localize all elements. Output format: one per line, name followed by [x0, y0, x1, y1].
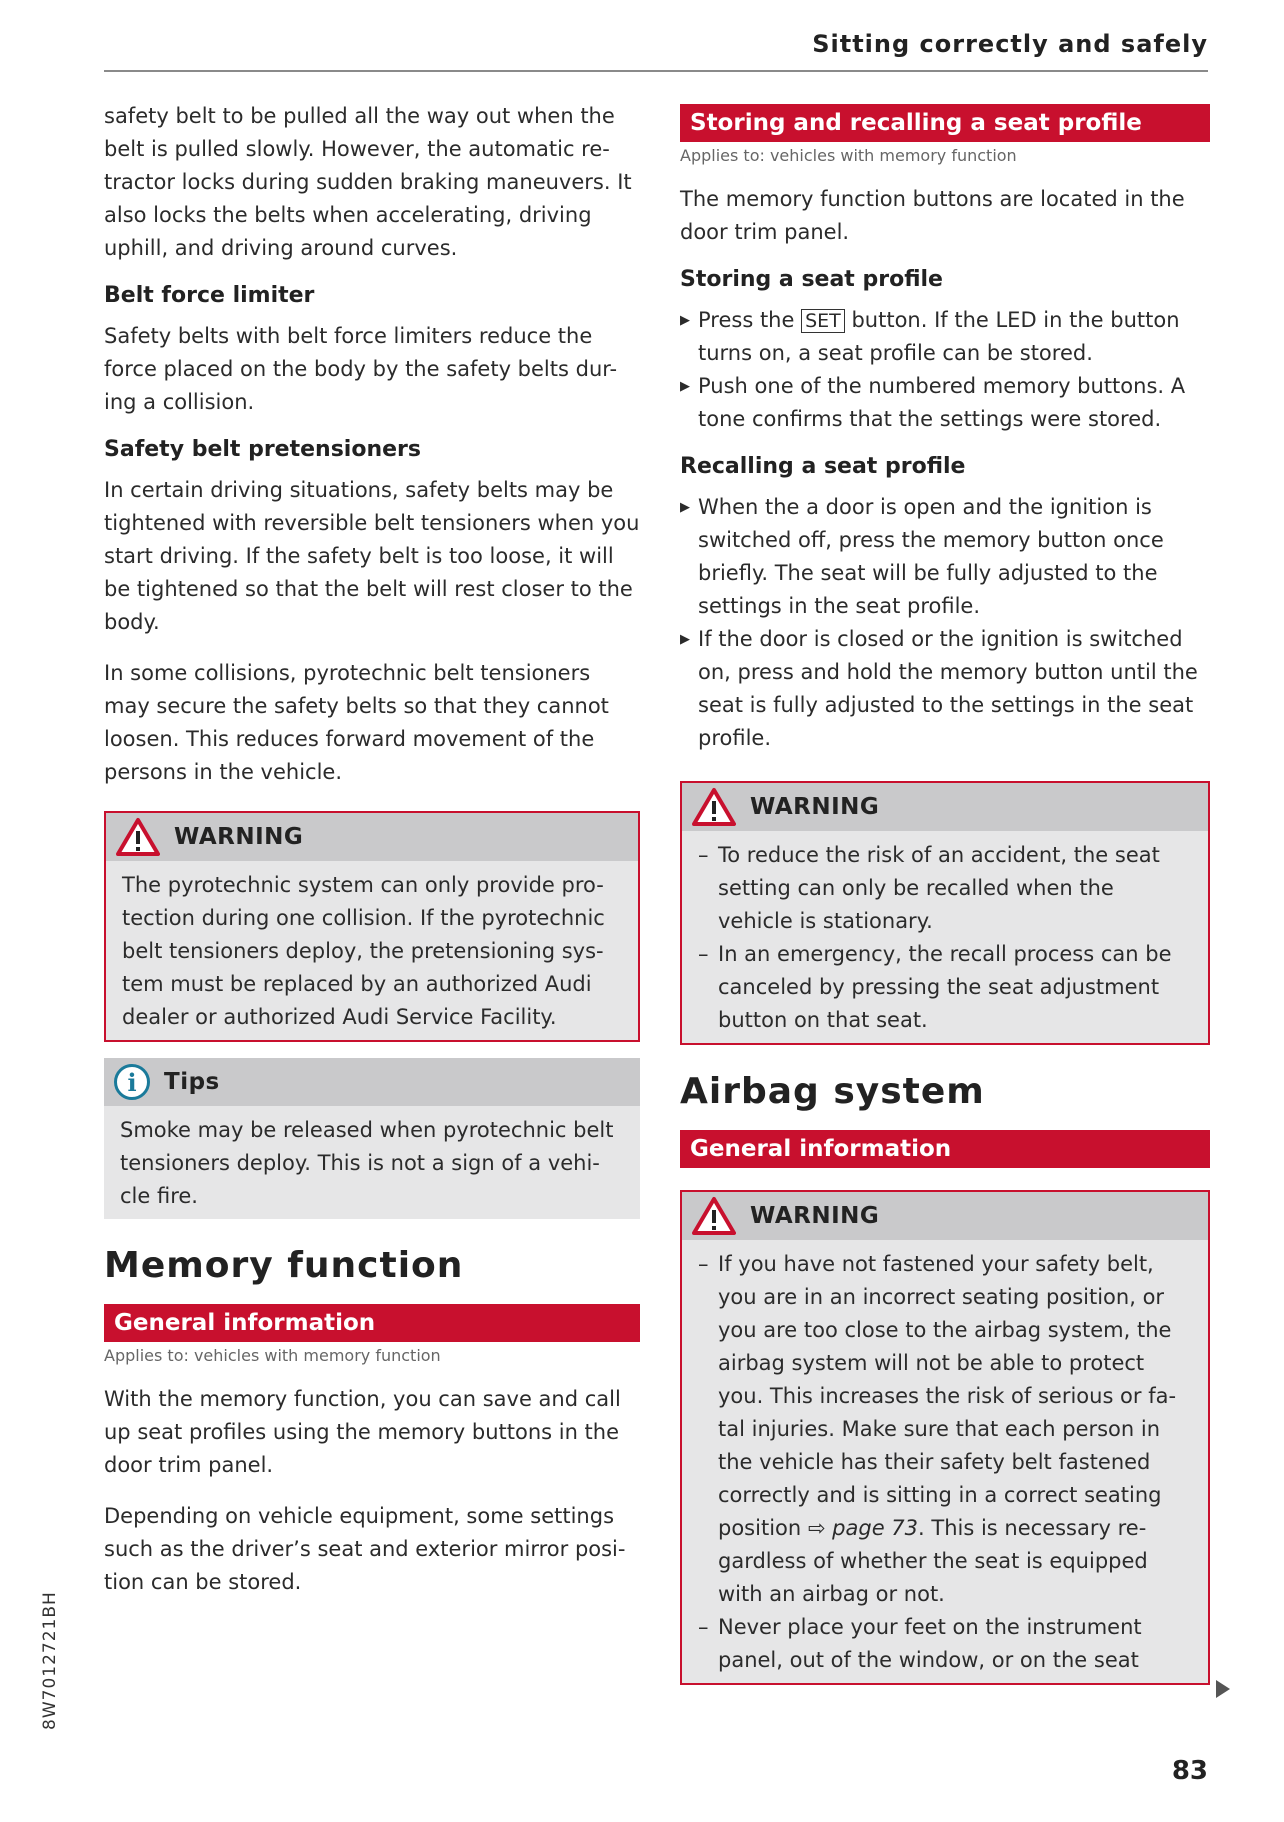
- info-icon: i: [114, 1064, 150, 1100]
- document-code: 8W7012721BH: [40, 1591, 60, 1730]
- page-reference-arrow-icon: ⇨: [807, 1516, 826, 1540]
- list-item: ▶ Press the SET button. If the LED in the button turns on, a seat profile can be stored.: [680, 304, 1210, 370]
- memory-general-info-bar: General information: [104, 1304, 640, 1342]
- storing-heading: Storing a seat profile: [680, 267, 943, 292]
- list-item: ▶ If the door is closed or the ignition is switched on, press and hold the memory button until the seat is fully adjusted to the settings in the seat profile.: [680, 623, 1210, 755]
- set-key-symbol: SET: [801, 309, 845, 333]
- warning-text: The pyrotechnic system can only provide pro-tection during one collision. If the pyrotechnic belt tensioners deploy, the pretensioning sys-tem must be replaced by an authorized Audi dealer or authorized Audi Service Facility.: [122, 873, 605, 1029]
- list-item: ▶ Push one of the numbered memory buttons. A tone confirms that the settings were stored.: [680, 370, 1210, 436]
- tips-body: [104, 1106, 640, 1219]
- list-item: – If you have not fastened your safety belt, you are in an incorrect seating position, or you are too close to the airbag system, the airbag system will not be able to protect you. This increases the risk of serious or fa-tal injuries. Make sure that each person in the vehicle has their safety belt fastened correctly and is sitting in a correct seating position ⇨ page 73. This is necessary re-gardless of whether the seat is equipped with an airbag or not.: [698, 1252, 1177, 1606]
- warning-box-airbag: [680, 1190, 1210, 1685]
- pretensioners-paragraph-1: In certain driving situations, safety belts may be tightened with reversible belt tensioners when you start driving. If the safety belt is too loose, it will be tightened so that the belt will rest closer to the body.: [104, 478, 640, 634]
- page-reference-link[interactable]: page 73: [832, 1516, 919, 1540]
- page-title: Sitting correctly and safely: [812, 30, 1208, 58]
- right-column: [680, 104, 1210, 1701]
- airbag-general-info-bar: General information: [680, 1130, 1210, 1168]
- recalling-heading: Recalling a seat profile: [680, 454, 966, 479]
- warning-box-pyrotechnic: [104, 811, 640, 1042]
- belt-force-limiter-heading: Belt force limiter: [104, 283, 315, 308]
- warning-triangle-icon: [116, 817, 160, 857]
- recalling-steps: [680, 491, 1210, 755]
- continued-arrow-icon: [1216, 1680, 1230, 1698]
- storing-intro: The memory function buttons are located in the door trim panel.: [680, 187, 1185, 244]
- bullet-arrow-icon: ▶: [680, 313, 690, 328]
- list-item: – In an emergency, the recall process can be canceled by pressing the seat adjustment button on that seat.: [698, 942, 1172, 1032]
- tips-box: [104, 1058, 640, 1219]
- warning-header: [682, 1192, 1208, 1240]
- memory-paragraph-2: Depending on vehicle equipment, some settings such as the driver’s seat and exterior mirror posi-tion can be stored.: [104, 1504, 626, 1594]
- airbag-system-heading: Airbag system: [680, 1071, 985, 1112]
- storing-recalling-bar: Storing and recalling a seat profile: [680, 104, 1210, 142]
- belt-force-limiter-paragraph: Safety belts with belt force limiters reduce the force placed on the body by the safety belts dur-ing a collision.: [104, 324, 618, 414]
- warning-list: [698, 1248, 1192, 1677]
- tips-label: Tips: [164, 1069, 220, 1095]
- intro-paragraph: safety belt to be pulled all the way out when the belt is pulled slowly. However, the automatic re-tractor locks during sudden braking maneuvers. It also locks the belts when accelerating, driving uphill, and driving around curves.: [104, 104, 632, 260]
- page-header: [104, 28, 1208, 72]
- list-item: – Never place your feet on the instrument panel, out of the window, or on the seat: [698, 1615, 1142, 1672]
- warning-triangle-icon: [692, 1196, 736, 1236]
- list-item: – To reduce the risk of an accident, the seat setting can only be recalled when the vehicle is stationary.: [698, 843, 1160, 933]
- storing-steps: [680, 304, 1210, 436]
- list-item: ▶ When the a door is open and the ignition is switched off, press the memory button once briefly. The seat will be fully adjusted to the settings in the seat profile.: [680, 491, 1210, 623]
- storing-applies-to: Applies to: vehicles with memory function: [680, 146, 1017, 165]
- warning-header: [682, 783, 1208, 831]
- pretensioners-paragraph-2: In some collisions, pyrotechnic belt tensioners may secure the safety belts so that they cannot loosen. This reduces forward movement of the persons in the vehicle.: [104, 661, 609, 784]
- page-number: 83: [1171, 1756, 1208, 1786]
- memory-paragraph-1: With the memory function, you can save and call up seat profiles using the memory buttons in the door trim panel.: [104, 1387, 621, 1477]
- warning-header: [106, 813, 638, 861]
- warning-body: [106, 861, 638, 1040]
- warning-body: [682, 1240, 1208, 1683]
- bullet-arrow-icon: ▶: [680, 632, 690, 647]
- pretensioners-heading: Safety belt pretensioners: [104, 437, 421, 462]
- bullet-arrow-icon: ▶: [680, 500, 690, 515]
- warning-label: WARNING: [750, 794, 880, 820]
- warning-label: WARNING: [174, 824, 304, 850]
- warning-body: [682, 831, 1208, 1043]
- warning-triangle-icon: [692, 787, 736, 827]
- tips-header: [104, 1058, 640, 1106]
- memory-function-heading: Memory function: [104, 1245, 464, 1286]
- memory-applies-to: Applies to: vehicles with memory function: [104, 1346, 441, 1365]
- warning-label: WARNING: [750, 1203, 880, 1229]
- left-column: [104, 100, 640, 1617]
- warning-box-recall: [680, 781, 1210, 1045]
- warning-list: [698, 839, 1192, 1037]
- tips-text: Smoke may be released when pyrotechnic belt tensioners deploy. This is not a sign of a vehi-cle fire.: [120, 1118, 614, 1208]
- bullet-arrow-icon: ▶: [680, 379, 690, 394]
